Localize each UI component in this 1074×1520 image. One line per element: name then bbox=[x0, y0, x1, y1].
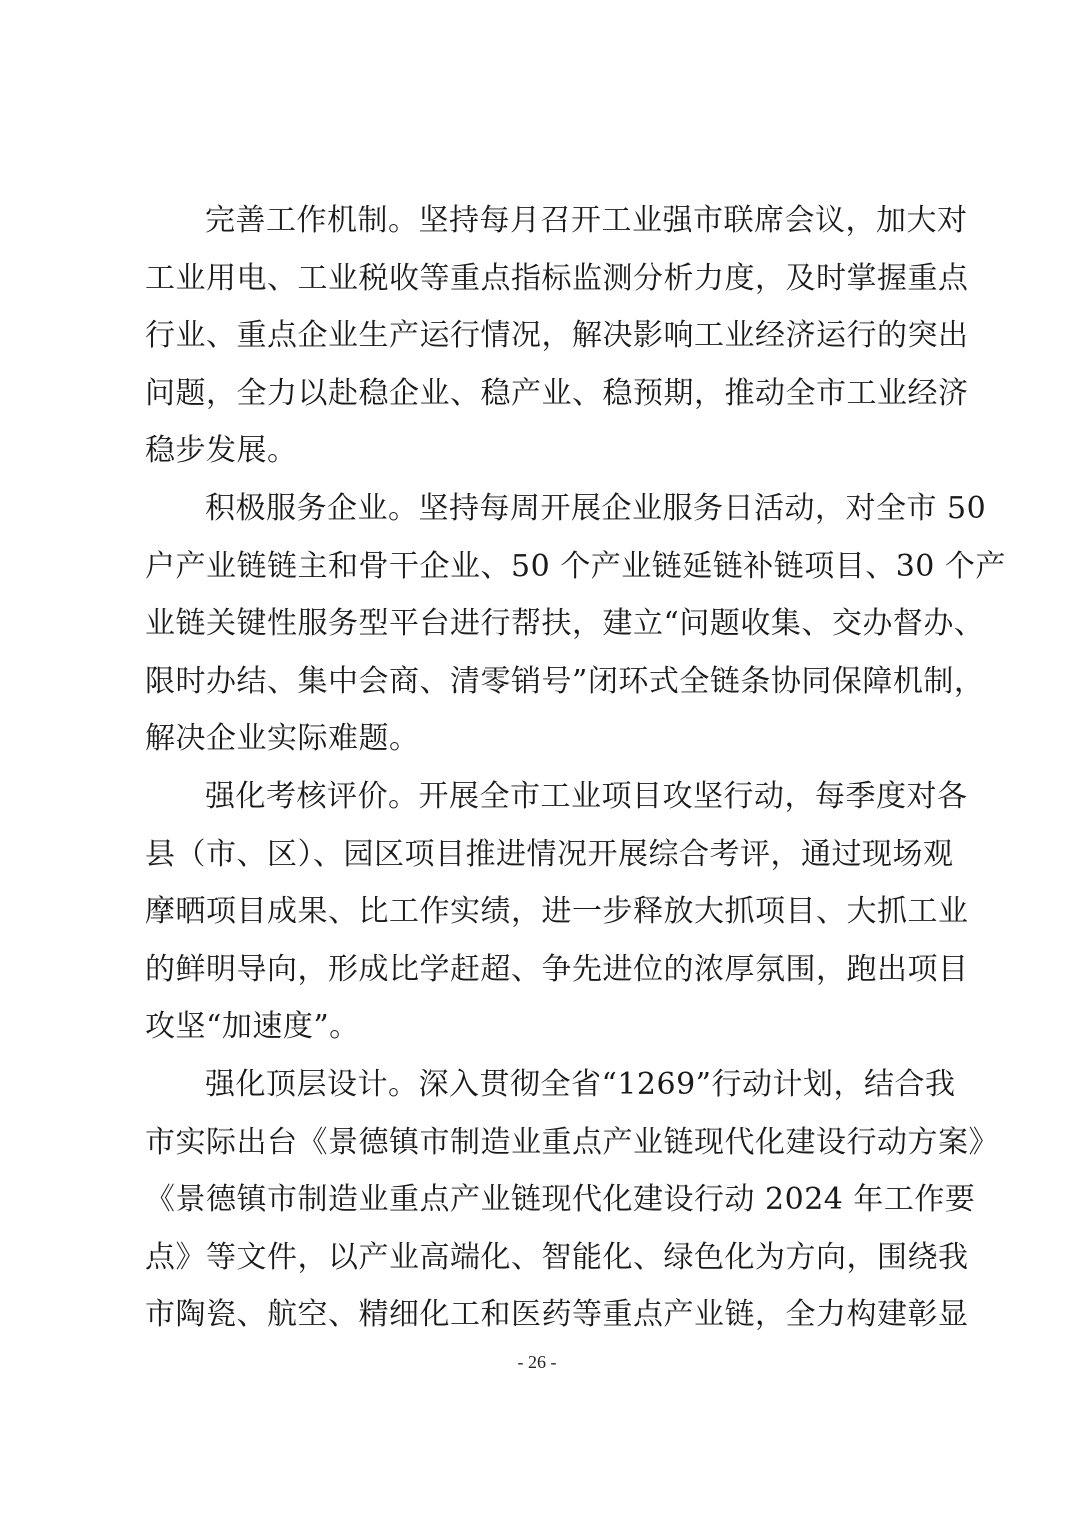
text-line: 业链关键性服务型平台进行帮扶，建立“问题收集、交办督办、 bbox=[145, 606, 985, 642]
text-line: 攻坚“加速度”。 bbox=[145, 1009, 360, 1045]
text-line: 问题，全力以赴稳企业、稳产业、稳预期，推动全市工业经济 bbox=[145, 375, 969, 411]
document-body bbox=[145, 192, 1006, 1344]
text-line: 积极服务企业。坚持每周开展企业服务日活动，对全市 50 bbox=[205, 490, 987, 526]
text-line: 解决企业实际难题。 bbox=[145, 721, 420, 757]
paragraph-assessment bbox=[145, 768, 969, 1056]
text-line: 《景德镇市制造业重点产业链现代化建设行动 2024 年工作要 bbox=[145, 1182, 976, 1218]
text-line: 限时办结、集中会商、清零销号”闭环式全链条协同保障机制， bbox=[145, 663, 985, 699]
text-line: 强化顶层设计。深入贯彻全省“1269”行动计划，结合我 bbox=[205, 1066, 956, 1102]
text-line: 稳步发展。 bbox=[145, 433, 298, 469]
text-line: 县（市、区）、园区项目推进情况开展综合考评，通过现场观 bbox=[145, 836, 954, 872]
text-line: 市陶瓷、航空、精细化工和医药等重点产业链，全力构建彰显 bbox=[145, 1297, 969, 1333]
paragraph-work-mechanism bbox=[145, 192, 969, 480]
paragraph-top-level-design bbox=[145, 1056, 999, 1344]
text-line: 摩晒项目成果、比工作实绩，进一步释放大抓项目、大抓工业 bbox=[145, 894, 969, 930]
text-line: 强化考核评价。开展全市工业项目攻坚行动，每季度对各 bbox=[205, 778, 968, 814]
text-line: 户产业链链主和骨干企业、50 个产业链延链补链项目、30 个产 bbox=[145, 548, 1006, 584]
text-line: 点》等文件，以产业高端化、智能化、绿色化为方向，围绕我 bbox=[145, 1239, 969, 1275]
text-line: 市实际出台《景德镇市制造业重点产业链现代化建设行动方案》 bbox=[145, 1124, 999, 1160]
page-number: - 26 - bbox=[517, 1352, 557, 1372]
text-line: 工业用电、工业税收等重点指标监测分析力度，及时掌握重点 bbox=[145, 260, 969, 296]
text-line: 行业、重点企业生产运行情况，解决影响工业经济运行的突出 bbox=[145, 318, 969, 354]
text-line: 的鲜明导向，形成比学赶超、争先进位的浓厚氛围，跑出项目 bbox=[145, 951, 969, 987]
text-line: 完善工作机制。坚持每月召开工业强市联席会议，加大对 bbox=[205, 203, 968, 238]
paragraph-serve-enterprises bbox=[145, 480, 1006, 768]
